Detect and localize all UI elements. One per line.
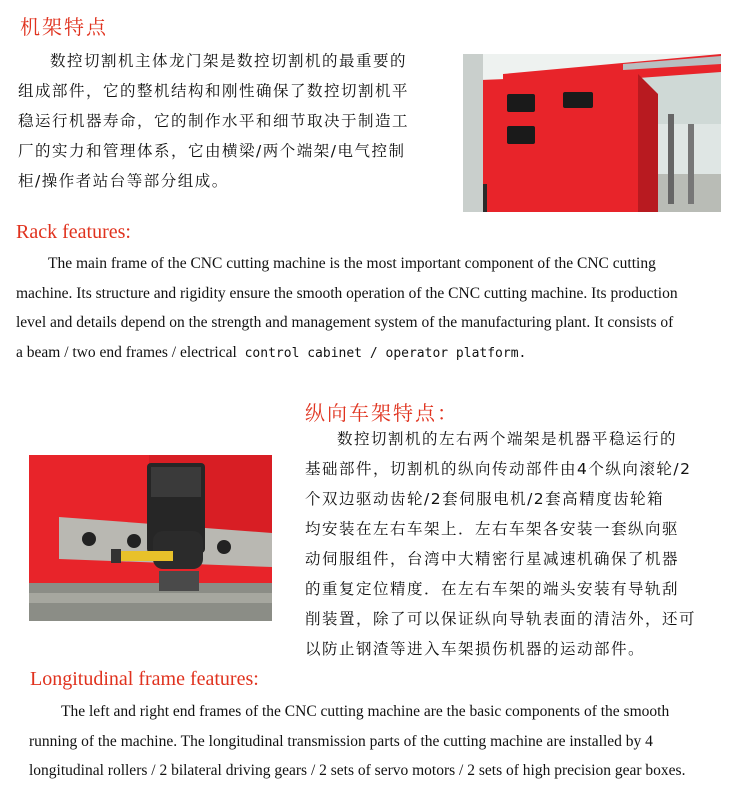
en-line: The main frame of the CNC cutting machine is the most important component of the CNC cutting: [48, 255, 656, 272]
cn-line: 组成部件，它的整机结构和刚性确保了数控切割机平: [18, 82, 410, 100]
gantry-photo: [463, 54, 721, 212]
cn-line: 削装置，除了可以保证纵向导轨表面的清洁外，还可: [305, 610, 697, 628]
cn-line: 厂的实力和管理体系，它由横梁/两个端架/电气控制: [18, 142, 406, 160]
cn-line: 稳运行机器寿命，它的制作水平和细节取决于制造工: [18, 112, 410, 130]
rack-features-cn-title: 机架特点: [20, 15, 108, 39]
en-line: running of the machine. The longitudinal transmission parts of the cutting machine are installed by 4: [29, 732, 653, 750]
cn-line: 数控切割机主体龙门架是数控切割机的最重要的: [50, 52, 408, 70]
en-line: The left and right end frames of the CNC cutting machine are the basic components of the smooth: [61, 703, 670, 720]
longitudinal-frame-cn-body: [305, 424, 745, 664]
cn-line: 数控切割机的左右两个端架是机器平稳运行的: [337, 430, 678, 448]
cn-line: 柜/操作者站台等部分组成。: [18, 172, 229, 190]
cn-line: 动伺服组件，台湾中大精密行星减速机确保了机器: [305, 550, 680, 568]
longitudinal-frame-cn-title: 纵向车架特点：: [305, 401, 459, 425]
en-line: machine. Its structure and rigidity ensure the smooth operation of the CNC cutting machine. Its production: [16, 284, 678, 302]
cn-line: 个双边驱动齿轮/2套伺服电机/2套高精度齿轮箱: [305, 490, 665, 508]
en-line: longitudinal rollers / 2 bilateral driving gears / 2 sets of servo motors / 2 sets of high precision gear boxes.: [29, 762, 686, 779]
rack-features-en-body: [16, 249, 732, 368]
cn-line: 的重复定位精度．在左右车架的端头安装有导轨刮: [305, 580, 680, 598]
rack-features-cn-body: [18, 46, 448, 196]
rack-features-en-title: Rack features:: [16, 221, 131, 243]
en-line: a beam / two end frames / electrical control cabinet / operator platform.: [16, 343, 527, 361]
cn-line: 以防止钢渣等进入车架损伤机器的运动部件。: [305, 640, 646, 658]
en-line: level and details depend on the strength and management system of the manufacturing plant. It consists of: [16, 314, 674, 331]
longitudinal-frame-en-body: [29, 697, 745, 786]
longitudinal-drive-photo: [29, 455, 272, 621]
cn-line: 基础部件，切割机的纵向传动部件由4个纵向滚轮/2: [305, 460, 692, 478]
longitudinal-frame-en-title: Longitudinal frame features:: [30, 668, 259, 690]
cn-line: 均安装在左右车架上．左右车架各安装一套纵向驱: [305, 520, 680, 538]
